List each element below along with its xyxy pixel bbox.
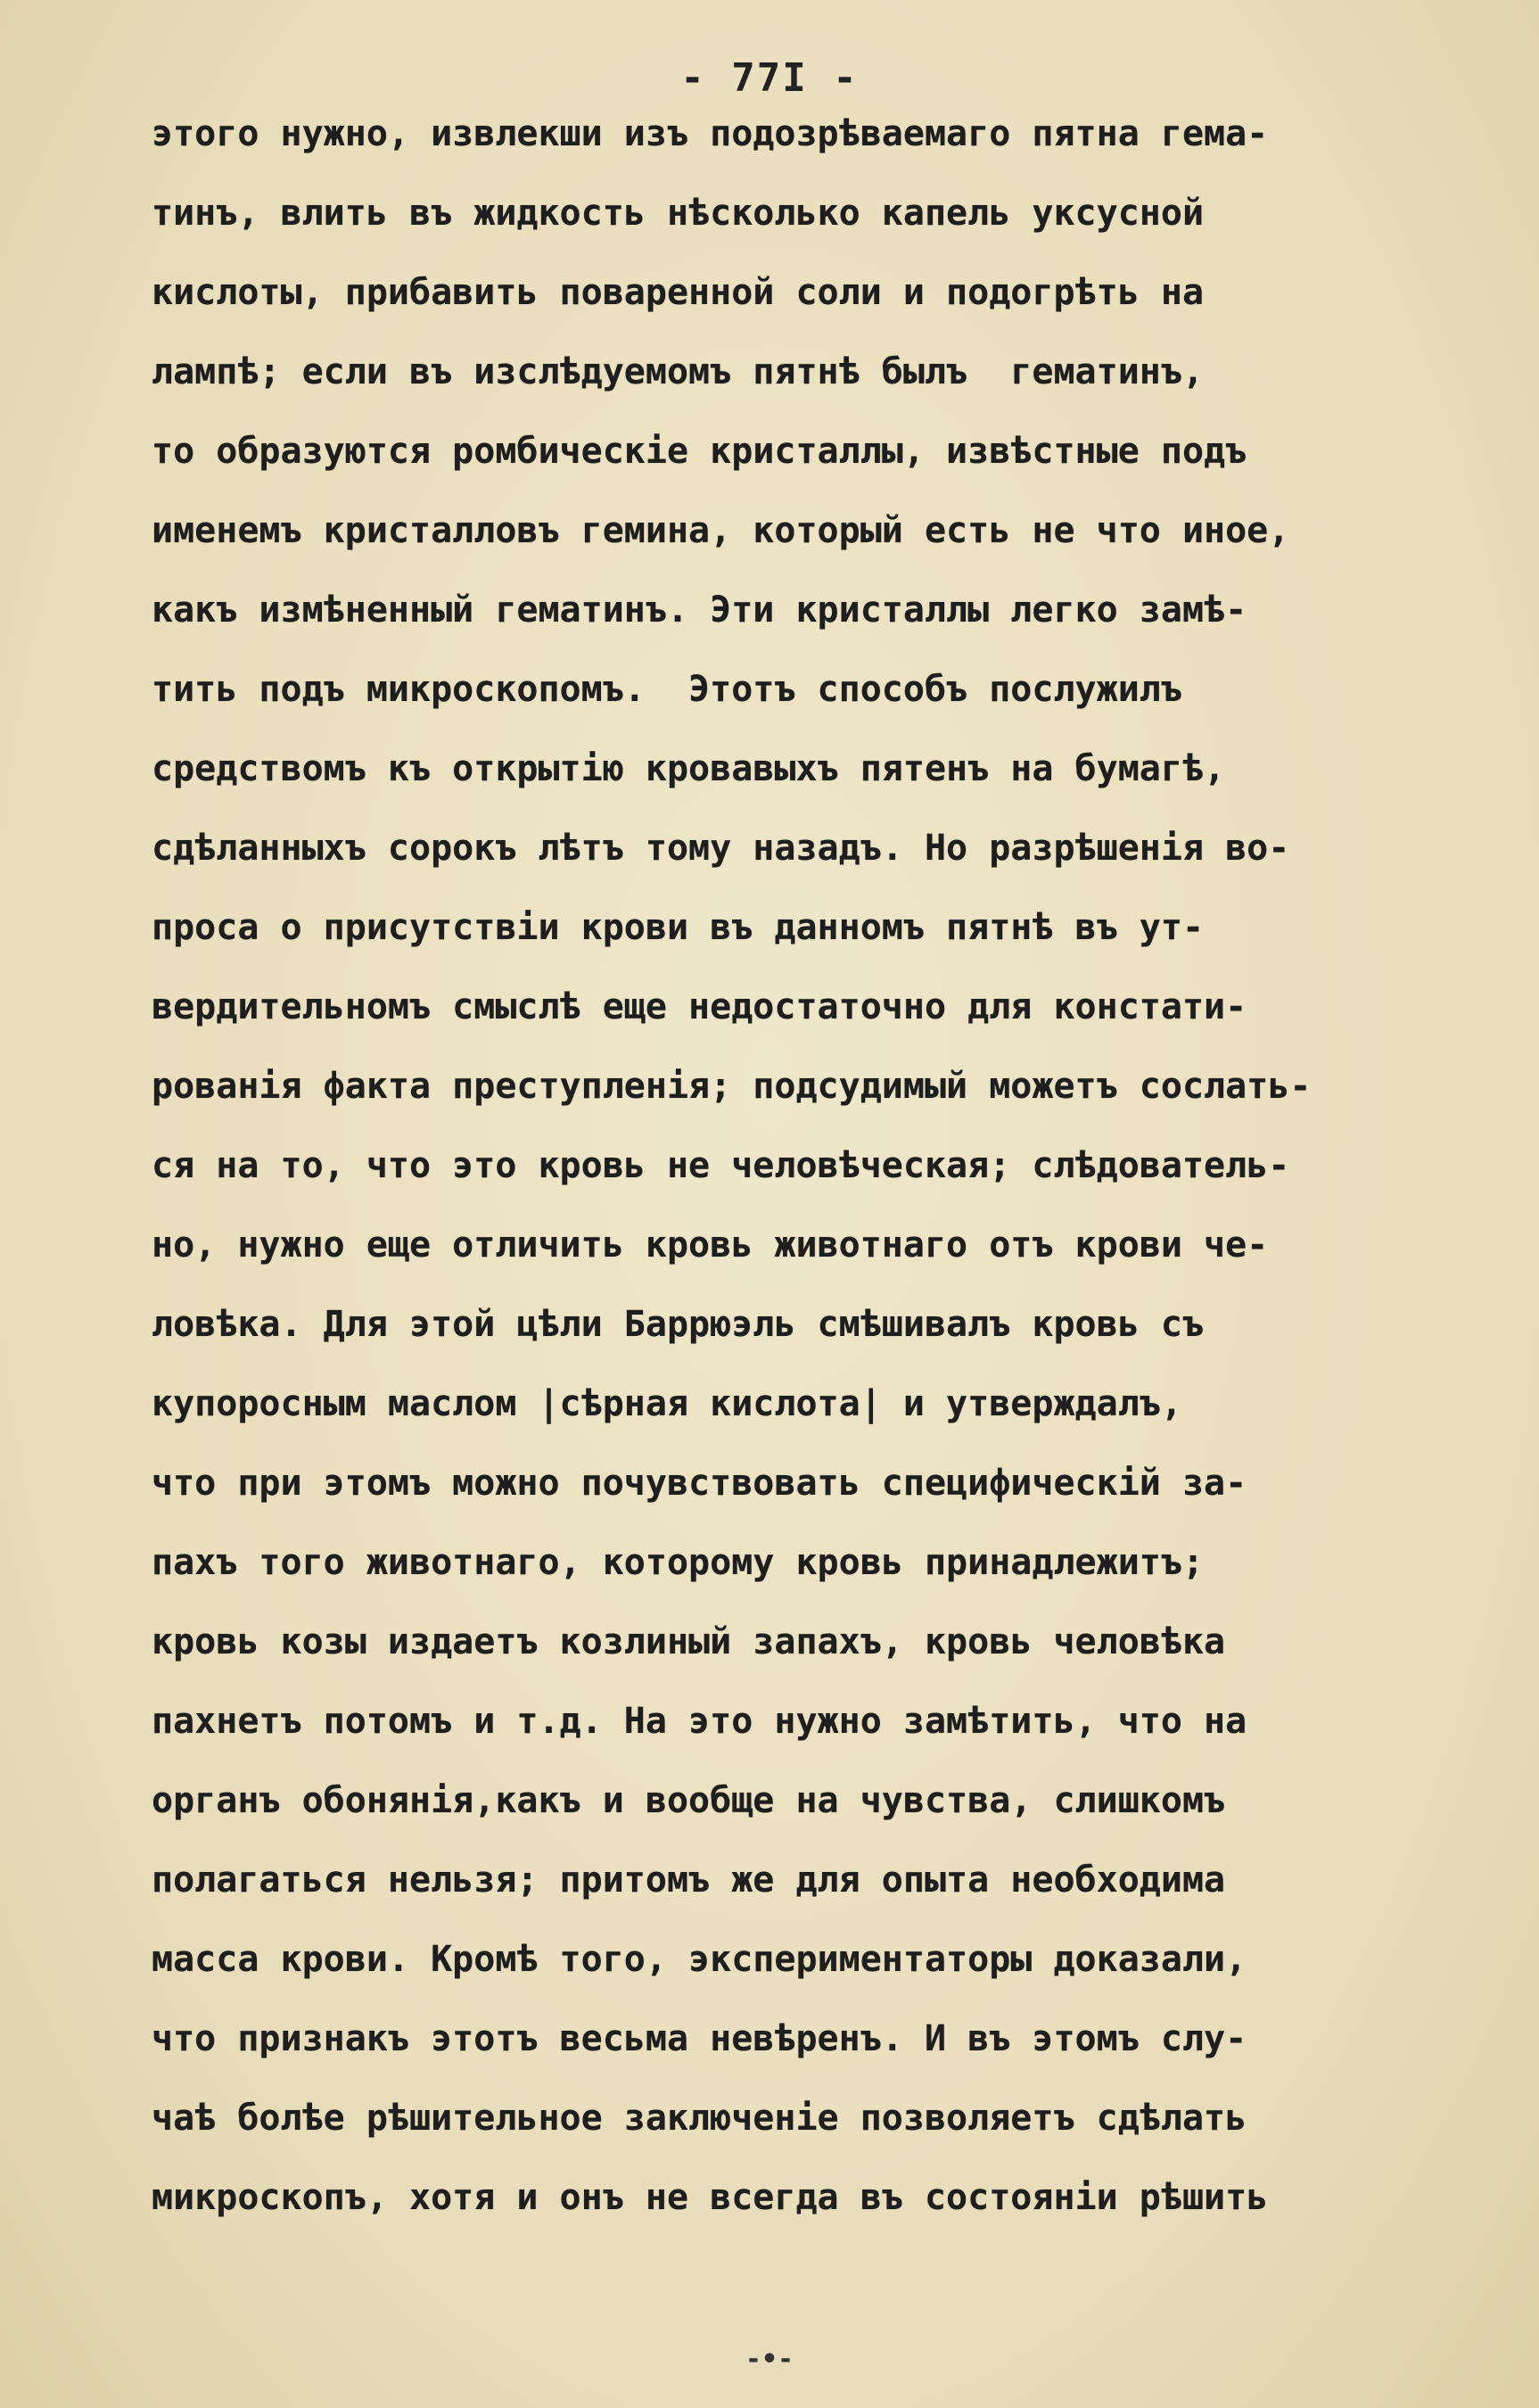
text-line: но, нужно еще отличить кровь животнаго отъ крови че- bbox=[152, 1225, 1269, 1266]
text-line: купоросным маслом |сѣрная кислота| и утверждалъ, bbox=[152, 1383, 1182, 1424]
text-line: рованiя факта преступленiя; подсудимый можетъ сослать- bbox=[152, 1066, 1312, 1107]
body-text bbox=[152, 105, 1489, 2248]
text-line: то образуются ромбическiе кристаллы, извѣстные подъ bbox=[152, 431, 1247, 472]
text-line: кровь козы издаетъ козлиный запахъ, кровь человѣка bbox=[152, 1621, 1226, 1662]
text-line: органъ обонянiя,какъ и вообще на чувства, слишкомъ bbox=[152, 1780, 1226, 1821]
text-line: пахъ того животнаго, которому кровь принадлежитъ; bbox=[152, 1542, 1205, 1583]
text-line: масса крови. Кромѣ того, экспериментаторы доказали, bbox=[152, 1939, 1247, 1980]
footer-mark: -•- bbox=[745, 2344, 794, 2375]
text-line: средствомъ къ открытiю кровавыхъ пятенъ на бумагѣ, bbox=[152, 748, 1226, 789]
text-line: полагаться нельзя; притомъ же для опыта необходима bbox=[152, 1860, 1226, 1901]
text-line: вердительномъ смыслѣ еще недостаточно для констати- bbox=[152, 986, 1247, 1027]
text-line: какъ измѣненный гематинъ. Эти кристаллы легко замѣ- bbox=[152, 590, 1247, 631]
text-line: что при этомъ можно почувствовать специфическiй за- bbox=[152, 1463, 1247, 1504]
page-number: - 77I - bbox=[680, 55, 859, 101]
text-line: именемъ кристалловъ гемина, который есть не что иное, bbox=[152, 510, 1290, 551]
text-line: проса о присутствiи крови въ данномъ пятнѣ въ ут- bbox=[152, 907, 1205, 948]
text-line: тинъ, влить въ жидкость нѣсколько капель уксусной bbox=[152, 193, 1205, 234]
text-line: чаѣ болѣе рѣшительное заключенiе позволяетъ сдѣлать bbox=[152, 2098, 1247, 2139]
text-line: микроскопъ, хотя и онъ не всегда въ состоянiи рѣшить bbox=[152, 2177, 1269, 2218]
text-line: кислоты, прибавить поваренной соли и подогрѣть на bbox=[152, 272, 1205, 313]
text-line: лампѣ; если въ изслѣдуемомъ пятнѣ былъ гематинъ, bbox=[152, 351, 1205, 392]
text-line: что признакъ этотъ весьма невѣренъ. И въ этомъ слу- bbox=[152, 2018, 1247, 2059]
text-line: ловѣка. Для этой цѣли Баррюэль смѣшивалъ кровь съ bbox=[152, 1304, 1205, 1345]
text-line: ся на то, что это кровь не человѣческая; слѣдователь- bbox=[152, 1145, 1290, 1186]
text-line: этого нужно, извлекши изъ подозрѣваемаго пятна гема- bbox=[152, 113, 1269, 154]
text-line: сдѣланныхъ сорокъ лѣтъ тому назадъ. Но разрѣшенiя во- bbox=[152, 828, 1290, 869]
text-line: тить подъ микроскопомъ. Этотъ способъ послужилъ bbox=[152, 669, 1182, 710]
text-line: пахнетъ потомъ и т.д. На это нужно замѣтить, что на bbox=[152, 1701, 1247, 1742]
